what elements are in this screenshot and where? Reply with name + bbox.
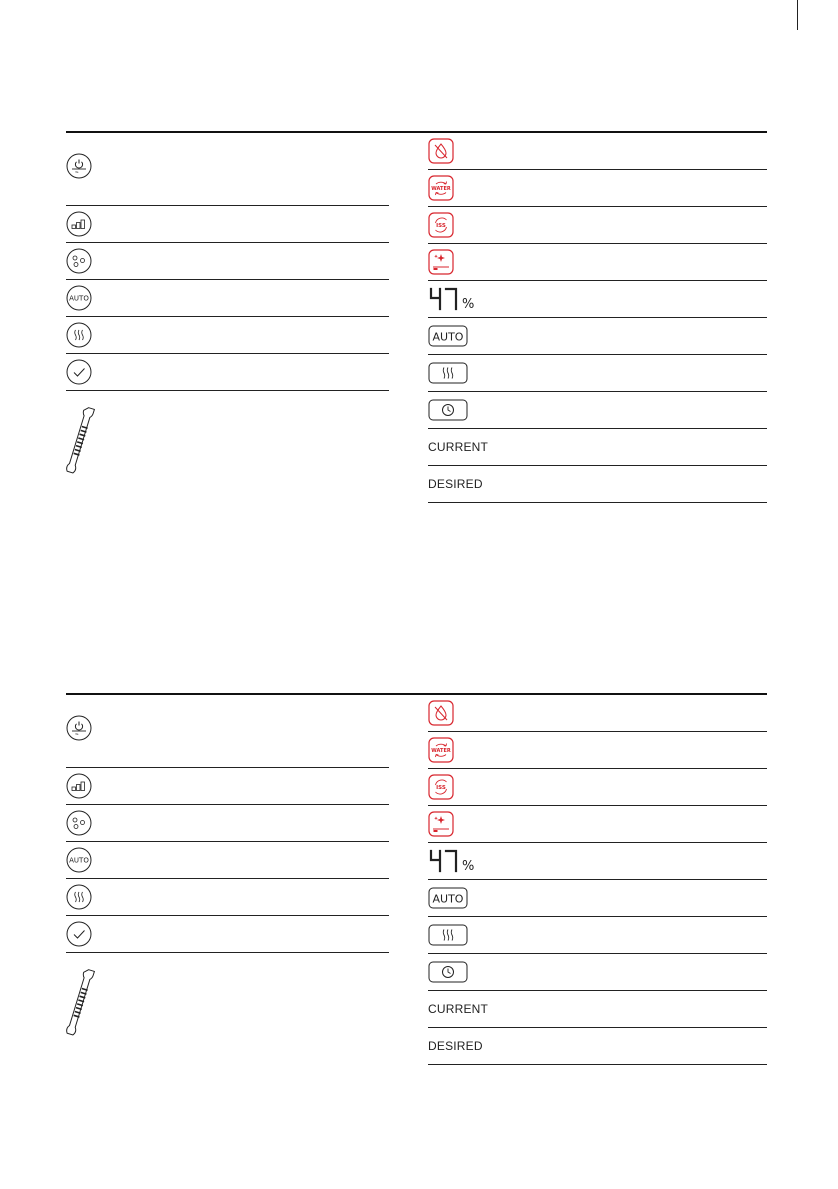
timer-indicator-icon — [428, 961, 468, 983]
humidity-readout-icon — [428, 286, 474, 312]
remote-control-icon — [66, 967, 96, 1043]
list-item — [66, 206, 389, 243]
svg-text:3s: 3s — [75, 170, 79, 174]
no-water-warning-icon — [428, 700, 454, 726]
list-item — [428, 769, 767, 806]
iss-icon-text: ISS — [436, 785, 446, 792]
svg-text:AUTO: AUTO — [69, 856, 89, 865]
list-item — [66, 133, 389, 206]
ioniser-icon — [66, 248, 92, 274]
auto-mode-icon — [66, 285, 92, 311]
timer-indicator-icon — [428, 399, 468, 421]
iss-icon-text: ISS — [436, 223, 446, 230]
list-item — [66, 243, 389, 280]
filter-clean-icon — [428, 811, 454, 837]
list-item — [428, 207, 767, 244]
auto-indicator-text: AUTO — [432, 330, 464, 344]
list-item — [66, 280, 389, 317]
list-item — [428, 318, 767, 355]
control-icons-column — [66, 133, 389, 501]
list-item — [428, 917, 767, 954]
current-label: CURRENT — [428, 1002, 489, 1016]
iss-cycle-icon — [428, 774, 454, 800]
desired-label: DESIRED — [428, 477, 483, 491]
no-water-warning-icon — [428, 138, 454, 164]
water-icon-text: WATER — [431, 186, 451, 193]
list-item — [428, 170, 767, 207]
list-item — [428, 880, 767, 917]
humidity-unit: % — [462, 859, 474, 874]
list-item — [428, 806, 767, 843]
list-item — [428, 1028, 767, 1065]
auto-indicator-icon — [428, 887, 468, 909]
heat-indicator-icon — [428, 924, 468, 946]
list-item — [428, 732, 767, 769]
display-icons-column — [428, 133, 767, 503]
water-refill-icon — [428, 175, 454, 201]
filter-clean-icon — [428, 249, 454, 275]
power-button-icon — [66, 153, 92, 179]
remote-control-icon — [66, 405, 96, 481]
list-item — [66, 317, 389, 354]
control-icons-column — [66, 695, 389, 1063]
list-item — [428, 466, 767, 503]
heat-mode-icon — [66, 884, 92, 910]
list-item — [66, 695, 389, 768]
desired-label: DESIRED — [428, 1039, 483, 1053]
list-item — [428, 843, 767, 880]
ioniser-icon — [66, 810, 92, 836]
confirm-check-icon — [66, 921, 92, 947]
list-item — [428, 244, 767, 281]
auto-indicator-text: AUTO — [432, 892, 464, 906]
humidity-unit: % — [462, 297, 474, 312]
humidity-readout-icon — [428, 848, 474, 874]
list-item — [428, 429, 767, 466]
display-icons-column — [428, 695, 767, 1065]
power-button-icon — [66, 715, 92, 741]
water-refill-icon — [428, 737, 454, 763]
list-item — [428, 695, 767, 732]
list-item — [66, 354, 389, 391]
iss-cycle-icon — [428, 212, 454, 238]
list-item — [428, 991, 767, 1028]
heat-indicator-icon — [428, 362, 468, 384]
list-item — [428, 133, 767, 170]
fan-speed-icon — [66, 773, 92, 799]
list-item — [428, 281, 767, 318]
list-item — [66, 953, 389, 1063]
fan-speed-icon — [66, 211, 92, 237]
page-corner-rule — [797, 0, 798, 30]
list-item — [428, 954, 767, 991]
list-item — [66, 916, 389, 953]
list-item — [66, 391, 389, 501]
confirm-check-icon — [66, 359, 92, 385]
list-item — [66, 805, 389, 842]
list-item — [66, 879, 389, 916]
water-icon-text: WATER — [431, 748, 451, 755]
list-item — [428, 392, 767, 429]
svg-text:3s: 3s — [75, 732, 79, 736]
list-item — [66, 768, 389, 805]
current-label: CURRENT — [428, 440, 489, 454]
list-item — [428, 355, 767, 392]
auto-indicator-icon — [428, 325, 468, 347]
heat-mode-icon — [66, 322, 92, 348]
auto-mode-icon — [66, 847, 92, 873]
list-item — [66, 842, 389, 879]
svg-text:AUTO: AUTO — [69, 294, 89, 303]
